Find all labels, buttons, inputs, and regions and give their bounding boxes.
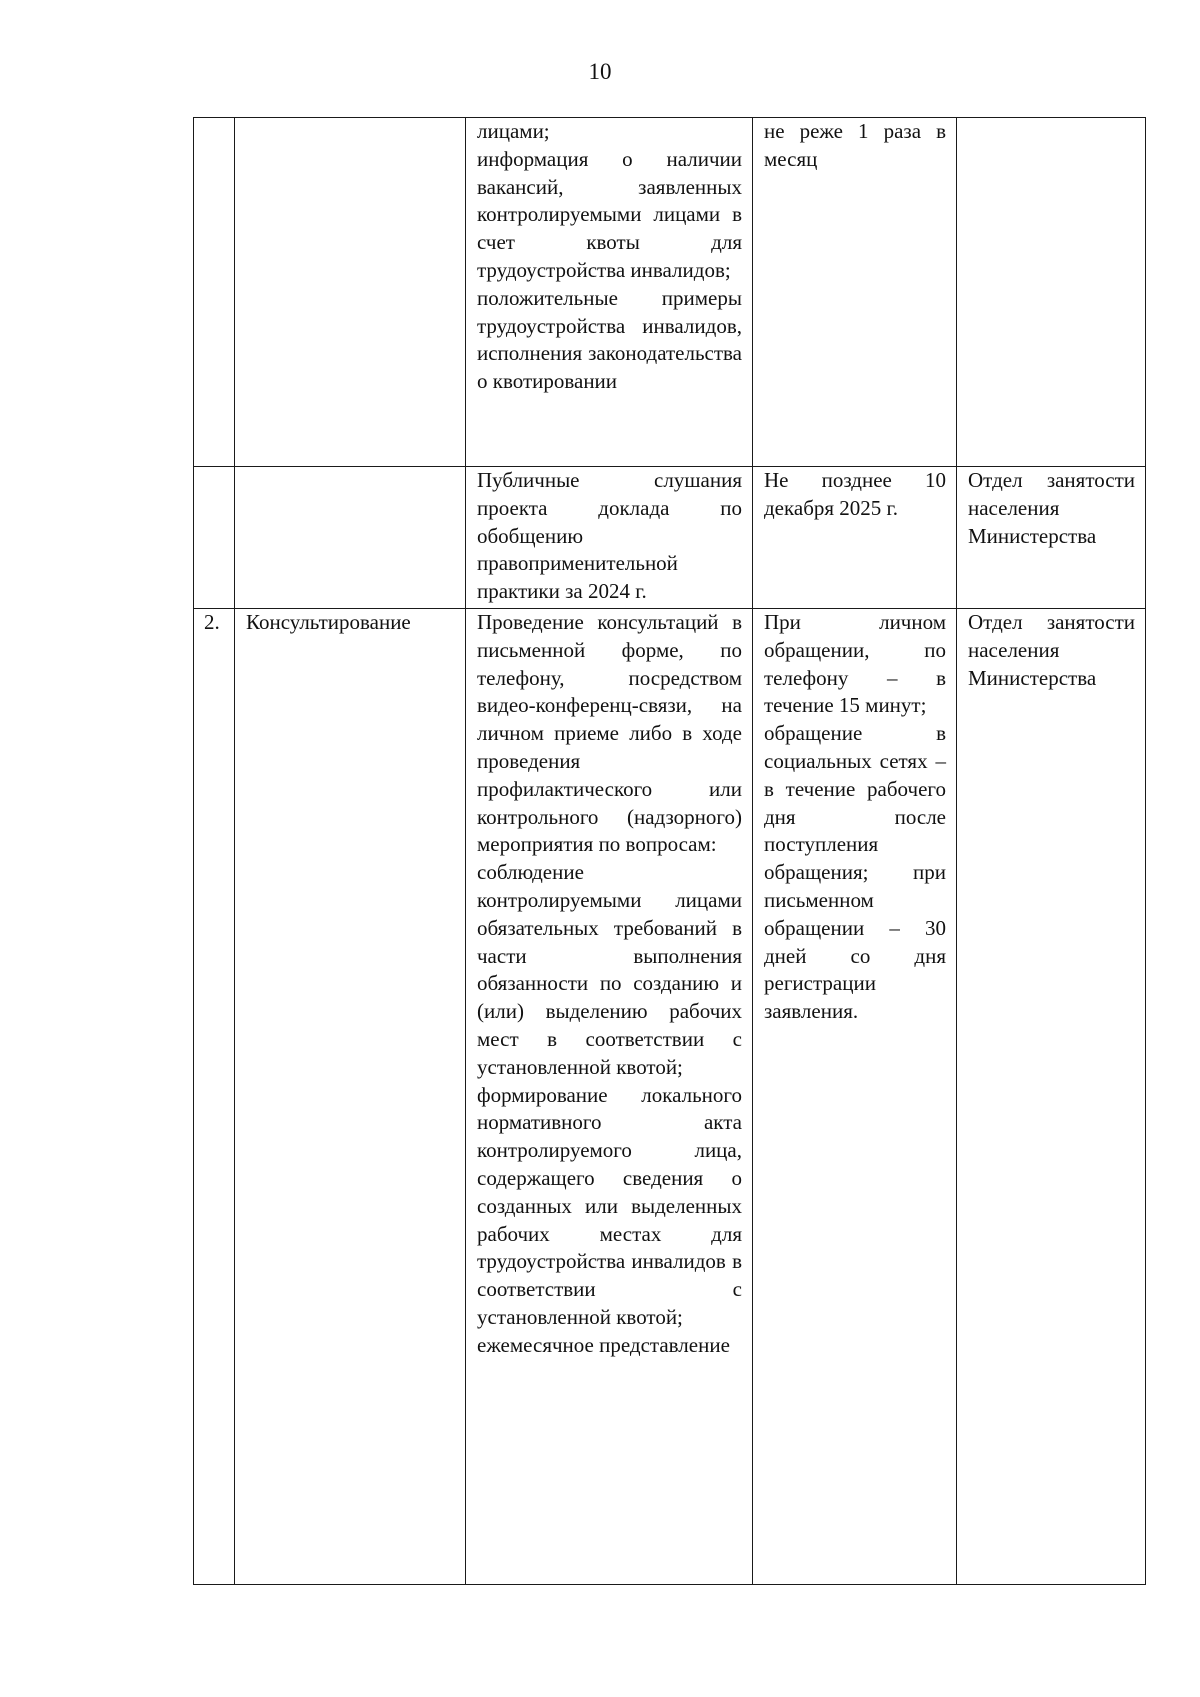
table-row [194,467,1146,609]
measure-content-cell [466,118,753,467]
period-cell [753,467,957,609]
measure-content-cell [466,467,753,609]
period-text [764,609,946,1026]
period-cell [753,609,957,1585]
responsible-text: Отдел занятости населения Министерства [968,610,1135,690]
table-row [194,609,1146,1585]
measure-content-text [477,118,742,396]
measure-content-cell [466,609,753,1585]
row-number-cell [194,118,235,467]
paragraph-text: обращение в социальных сетях – в течение рабочего дня после поступления обращения; при письменном обращении – 30 дней со дня регистрации заявления. [764,721,946,1024]
page-number: 10 [588,59,612,84]
period-text: Не позднее 10 декабря 2025 г. [764,468,946,520]
measure-content-text [477,609,742,1360]
period-text: не реже 1 раза в месяц [764,119,946,171]
paragraph-text: Проведение консультаций в письменной форме, по телефону, посредством видео-конференц-связи, на личном приеме либо в ходе проведения профилактического или контрольного (надзорного) мероприятия по вопросам: [477,610,742,857]
responsible-cell [957,609,1146,1585]
measure-type-cell [235,118,466,467]
paragraph-text: формирование локального нормативного акта контролируемого лица, содержащего сведения о созданных или выделенных рабочих местах для трудоустройства инвалидов в соответствии с установленной квотой; [477,1082,742,1329]
responsible-text: Отдел занятости населения Министерства [968,468,1135,548]
measure-content-text: Публичные слушания проекта доклада по обобщению правоприменительной практики за 2024 г. [477,468,742,604]
row-number-cell: 2. [194,609,235,1585]
paragraph-text: лицами; [477,119,550,143]
paragraph-text: положительные примеры трудоустройства инвалидов, исполнения законодательства о квотировании [477,285,742,394]
responsible-cell [957,118,1146,467]
period-cell [753,118,957,467]
row-number-cell [194,467,235,609]
paragraph-text: При личном обращении, по телефону – в течение 15 минут; [764,610,946,718]
measure-type-cell: Консультирование [235,609,466,1585]
paragraph-text: информация о наличии вакансий, заявленных контролируемыми лицами в счет квоты для трудоустройства инвалидов; [477,146,742,282]
paragraph-text: соблюдение контролируемыми лицами обязательных требований в части выполнения обязанности по созданию и (или) выделению рабочих мест в соответствии с установленной квотой; [477,860,742,1079]
paragraph-text: ежемесячное представление [477,1332,730,1357]
responsible-cell [957,467,1146,609]
measures-table [193,117,1146,1585]
table-row [194,118,1146,467]
measure-type-cell [235,467,466,609]
